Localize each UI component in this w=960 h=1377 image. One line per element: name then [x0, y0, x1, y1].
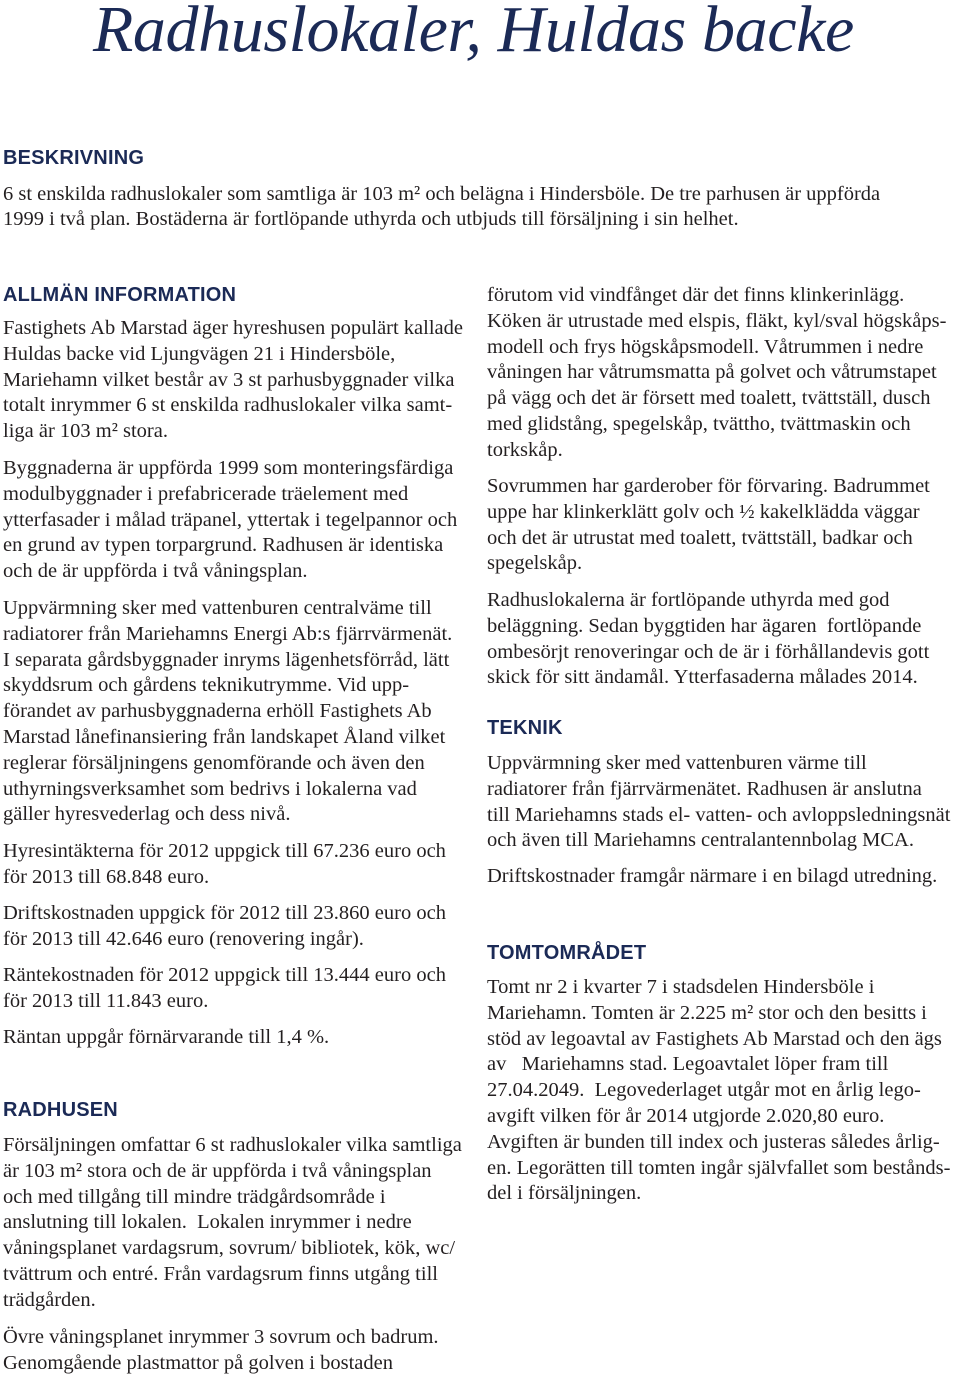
- document-title: Radhuslokaler, Huldas backe: [93, 0, 854, 66]
- paragraph: [3, 839, 446, 891]
- text-line: I separata gårdsbyggnader inryms lägenhetsförråd, lätt: [3, 648, 450, 671]
- text-line: skyddsrum och gårdens teknikutrymme. Vid upp-: [3, 674, 410, 697]
- text-line: uppe har klinkerklätt golv och ½ kakelklädda väggar: [487, 500, 920, 523]
- paragraph: [3, 1133, 462, 1314]
- text-line: anslutning till lokalen. Lokalen inrymmer i nedre: [3, 1211, 412, 1234]
- text-line: liga är 103 m² stora.: [3, 420, 168, 443]
- text-line: för 2013 till 68.848 euro.: [3, 865, 210, 888]
- text-line: del i försäljningen.: [487, 1182, 642, 1205]
- text-line: Byggnaderna är uppförda 1999 som monteringsfärdiga: [3, 457, 454, 479]
- text-line: av Mariehamns stad. Legoavtalet löper fram till: [487, 1053, 889, 1076]
- paragraph: [3, 182, 880, 232]
- text-line: Driftskostnader framgår närmare i en bilagd utredning.: [487, 865, 938, 887]
- text-line: reglerar försäljningens genomförande och även den: [3, 751, 425, 774]
- text-line: ytterfasader i målad träpanel, yttertak i tegelpannor och: [3, 508, 458, 531]
- section-heading: BESKRIVNING: [3, 147, 145, 169]
- paragraph: [487, 864, 937, 890]
- paragraph: [3, 963, 446, 1015]
- text-line: Försäljningen omfattar 6 st radhuslokaler vilka samtliga: [3, 1134, 462, 1156]
- text-line: för 2013 till 11.843 euro.: [3, 989, 209, 1012]
- text-line: Radhuslokalerna är fortlöpande uthyrda med god: [487, 589, 890, 611]
- text-line: våningsplanet vardagsrum, sovrum/ bibliotek, kök, wc/: [3, 1237, 456, 1260]
- text-line: Räntan uppgår förnärvarande till 1,4 %.: [3, 1026, 330, 1048]
- text-line: Hyresintäkterna för 2012 uppgick till 67.236 euro och: [3, 840, 446, 862]
- text-line: Sovrummen har garderober för förvaring. Badrummet: [487, 475, 930, 497]
- text-line: Mariehamn. Tomten är 2.225 m² stor och den besitts i: [487, 1001, 927, 1024]
- text-line: till Mariehamns stads el- vatten- och avloppsledningsnät: [487, 803, 951, 826]
- text-line: Köken är utrustade med elspis, fläkt, kyl/sval högskåps-: [487, 309, 947, 332]
- text-line: Uppvärmning sker med vattenburen värme till: [487, 752, 867, 774]
- text-line: uthyrningsverksamhet som bedrivs i lokalerna vad: [3, 777, 417, 800]
- section-heading: ALLMÄN INFORMATION: [3, 284, 237, 306]
- paragraph: [487, 751, 950, 854]
- text-line: Fastighets Ab Marstad äger hyreshusen populärt kallade: [3, 317, 463, 339]
- text-line: 6 st enskilda radhuslokaler som samtliga är 103 m² och belägna i Hindersböle. De tre parhusen är uppförda: [3, 183, 881, 205]
- text-line: gäller hyresvederlag och dess nivå.: [3, 803, 291, 826]
- paragraph: [3, 901, 446, 953]
- text-line: förutom vid vindfånget där det finns klinkerinlägg.: [487, 284, 905, 306]
- text-line: avgift vilken för år 2014 utgjorde 2.020,80 euro.: [487, 1104, 885, 1127]
- paragraph: [3, 316, 463, 445]
- text-line: Räntekostnaden för 2012 uppgick till 13.444 euro och: [3, 964, 446, 986]
- section-heading: RADHUSEN: [3, 1099, 118, 1121]
- text-line: modell och frys högskåpsmodell. Våtrummen i nedre: [487, 335, 924, 358]
- text-line: skick för sitt ändamål. Ytterfasaderna målades 2014.: [487, 666, 918, 689]
- text-line: Tomt nr 2 i kvarter 7 i stadsdelen Hindersböle i: [487, 976, 875, 998]
- text-line: stöd av legoavtal av Fastighets Ab Marstad och den ägs: [487, 1027, 942, 1050]
- text-line: spegelskåp.: [487, 552, 583, 575]
- text-line: för 2013 till 42.646 euro (renovering ingår).: [3, 927, 364, 950]
- section-heading: TOMTOMRÅDET: [487, 942, 647, 964]
- text-line: en grund av typen torpargrund. Radhusen är identiska: [3, 534, 444, 557]
- text-line: våningen har våtrumsmatta på golvet och våtrumstapet: [487, 361, 937, 384]
- paragraph: [3, 456, 457, 585]
- section-heading: TEKNIK: [487, 717, 563, 739]
- text-line: med glidstång, spegelskåp, tvättho, tvättmaskin och: [487, 412, 911, 435]
- text-line: en. Legorätten till tomten ingår självfallet som bestånds-: [487, 1156, 951, 1179]
- text-line: beläggning. Sedan byggtiden har ägaren fortlöpande: [487, 614, 922, 637]
- paragraph: [487, 474, 930, 577]
- text-line: på vägg och det är försett med toalett, tvättställ, dusch: [487, 387, 931, 410]
- text-line: Driftskostnaden uppgick för 2012 till 23.860 euro och: [3, 902, 446, 924]
- text-line: och med tillgång till mindre trädgårdsområde i: [3, 1185, 386, 1208]
- paragraph: [3, 1025, 329, 1051]
- text-line: Övre våningsplanet inrymmer 3 sovrum och badrum.: [3, 1326, 439, 1348]
- text-line: förandet av parhusbyggnaderna erhöll Fastighets Ab: [3, 700, 432, 723]
- paragraph: [487, 975, 950, 1207]
- text-line: tvättrum och entré. Från vardagsrum finns utgång till: [3, 1262, 438, 1285]
- text-line: torkskåp.: [487, 438, 563, 461]
- text-line: 1999 i två plan. Bostäderna är fortlöpande uthyrda och utbjuds till försäljning i sin helhet.: [3, 208, 739, 230]
- text-line: Avgiften är bunden till index och justeras således årlig-: [487, 1130, 940, 1153]
- text-line: radiatorer från Mariehamns Energi Ab:s fjärrvärmenät.: [3, 622, 453, 645]
- paragraph: [3, 596, 452, 828]
- text-line: trädgården.: [3, 1288, 96, 1311]
- text-line: Uppvärmning sker med vattenburen centralväme till: [3, 597, 432, 619]
- text-line: och de är uppförda i två våningsplan.: [3, 560, 308, 583]
- text-line: och det är utrustat med toalett, tvättställ, badkar och: [487, 526, 913, 549]
- paragraph-continued: [487, 283, 946, 464]
- text-line: ombesörjt renoveringar och de är i förhållandevis gott: [487, 640, 930, 663]
- text-line: 27.04.2049. Legovederlaget utgår mot en årlig lego-: [487, 1079, 921, 1102]
- text-line: Mariehamn vilket består av 3 st parhusbyggnader vilka: [3, 368, 455, 391]
- text-line: modulbyggnader i prefabricerade träelement med: [3, 482, 409, 505]
- text-line: Genomgående plastmattor på golven i bostaden: [3, 1351, 393, 1374]
- text-line: Marstad lånefinansiering från landskapet Åland vilket: [3, 725, 446, 748]
- paragraph: [3, 1325, 439, 1377]
- paragraph: [487, 588, 929, 691]
- text-line: och även till Mariehamns centralantennbolag MCA.: [487, 829, 914, 852]
- text-line: är 103 m² stora och de är uppförda i två våningsplan: [3, 1159, 432, 1182]
- text-line: totalt inrymmer 6 st enskilda radhuslokaler vilka samt-: [3, 394, 453, 417]
- text-line: Huldas backe vid Ljungvägen 21 i Hindersböle,: [3, 342, 396, 365]
- text-line: radiatorer från fjärrvärmenätet. Radhusen är anslutna: [487, 777, 922, 800]
